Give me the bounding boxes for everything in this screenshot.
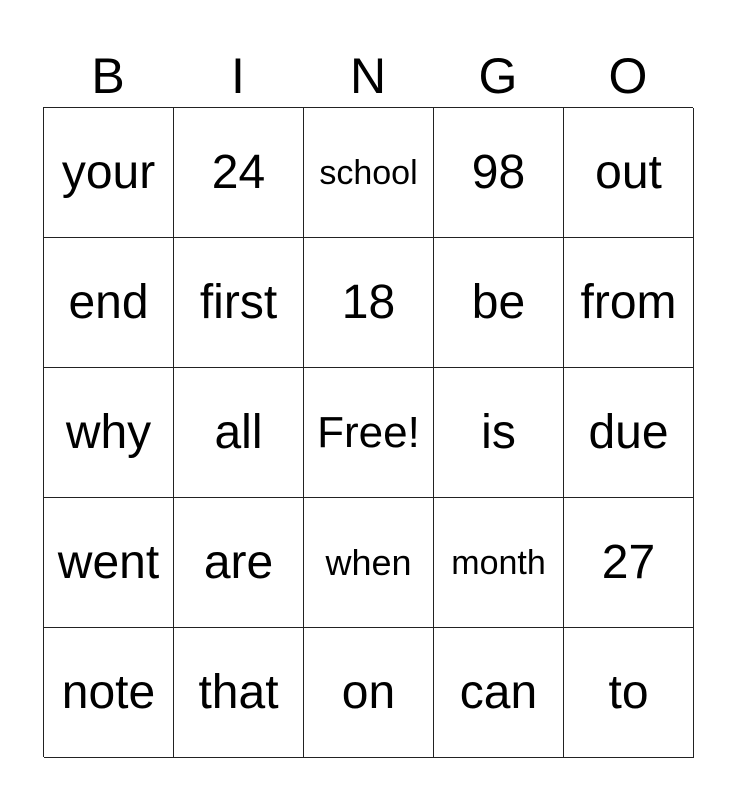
bingo-cell[interactable]: out [564,108,694,238]
bingo-cell[interactable]: due [564,368,694,498]
bingo-cell[interactable]: school [304,108,434,238]
bingo-cell[interactable]: is [434,368,564,498]
bingo-cell[interactable]: note [44,628,174,758]
bingo-cell[interactable]: can [434,628,564,758]
bingo-cell[interactable]: 27 [564,498,694,628]
bingo-header [43,46,693,106]
bingo-cell[interactable]: 98 [434,108,564,238]
header-letter-b: B [91,48,125,104]
bingo-cell[interactable]: went [44,498,174,628]
bingo-cell[interactable]: that [174,628,304,758]
header-letter-o: O [608,48,648,104]
bingo-cell[interactable]: your [44,108,174,238]
bingo-cell[interactable]: end [44,238,174,368]
bingo-cell[interactable]: 18 [304,238,434,368]
header-letter-g: G [478,48,518,104]
bingo-cell[interactable]: 24 [174,108,304,238]
header-letter-i: I [231,48,245,104]
bingo-cell[interactable]: why [44,368,174,498]
bingo-cell[interactable]: all [174,368,304,498]
bingo-cell[interactable]: from [564,238,694,368]
bingo-cell[interactable]: are [174,498,304,628]
bingo-cell[interactable]: on [304,628,434,758]
bingo-cell[interactable]: be [434,238,564,368]
bingo-cell[interactable]: first [174,238,304,368]
free-space-cell[interactable]: Free! [304,368,434,498]
bingo-cell[interactable]: to [564,628,694,758]
bingo-cell[interactable]: when [304,498,434,628]
bingo-cell[interactable]: month [434,498,564,628]
bingo-board [43,107,693,757]
header-letter-n: N [349,48,387,104]
